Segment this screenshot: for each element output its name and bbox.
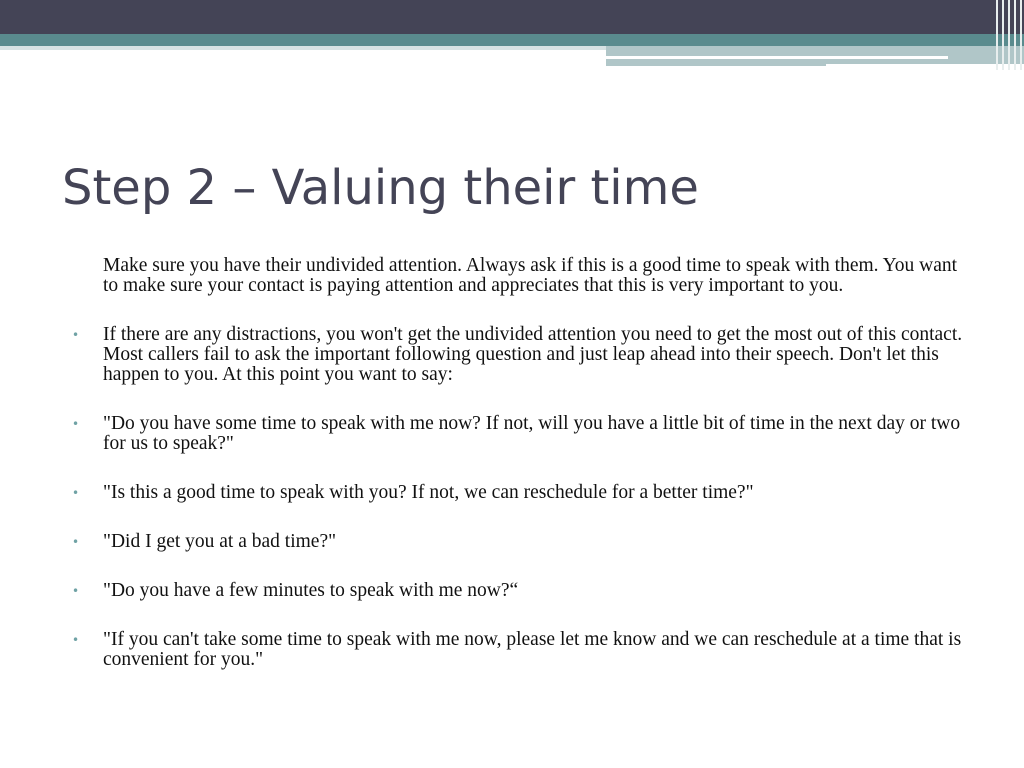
header-stripe (1002, 0, 1004, 70)
bullet-item (72, 414, 972, 454)
bullet-item (72, 630, 972, 670)
bullet-dot-icon: • (72, 633, 80, 647)
bullet-dot-icon: • (72, 535, 80, 549)
bullet-item (72, 581, 972, 601)
header-stripe (1008, 0, 1010, 70)
bullet-text: "Is this a good time to speak with you? If not, we can reschedule for a better time?" (103, 482, 754, 503)
bullet-item (72, 532, 972, 552)
header-teal-band (0, 34, 1024, 46)
bullet-dot-icon: • (72, 328, 80, 342)
slide-title: Step 2 – Valuing their time (62, 160, 699, 216)
bullet-dot-icon: • (72, 486, 80, 500)
header-stripe (1020, 0, 1022, 70)
header-stripes (990, 0, 1024, 70)
intro-paragraph (72, 256, 972, 296)
bullet-text: "If you can't take some time to speak with me now, please let me know and we can reschedule at a time that is convenient for you." (103, 629, 962, 670)
slide-body (72, 256, 972, 699)
intro-text: Make sure you have their undivided attention. Always ask if this is a good time to speak with them. You want to make sure your contact is paying attention and appreciates that this is very important to you. (103, 255, 958, 296)
header-stripe (996, 0, 998, 70)
bullet-item (72, 325, 972, 385)
bullet-dot-icon: • (72, 584, 80, 598)
header-stripe (1014, 0, 1016, 70)
header-dark-band (0, 0, 1024, 34)
header-accent-line (606, 56, 948, 59)
bullet-text: "Do you have some time to speak with me now? If not, will you have a little bit of time in the next day or two for us to speak?" (103, 413, 961, 454)
bullet-text: "Did I get you at a bad time?" (103, 531, 337, 552)
bullet-dot-icon: • (72, 417, 80, 431)
header-light-band-left (0, 46, 606, 50)
bullet-text: If there are any distractions, you won't get the undivided attention you need to get the most out of this contact. Most callers fail to ask the important following question and just leap ahead into their speech. Don't let this happen to you. At this point you want to say: (103, 324, 963, 385)
bullet-item (72, 483, 972, 503)
bullet-text: "Do you have a few minutes to speak with me now?“ (103, 580, 519, 601)
